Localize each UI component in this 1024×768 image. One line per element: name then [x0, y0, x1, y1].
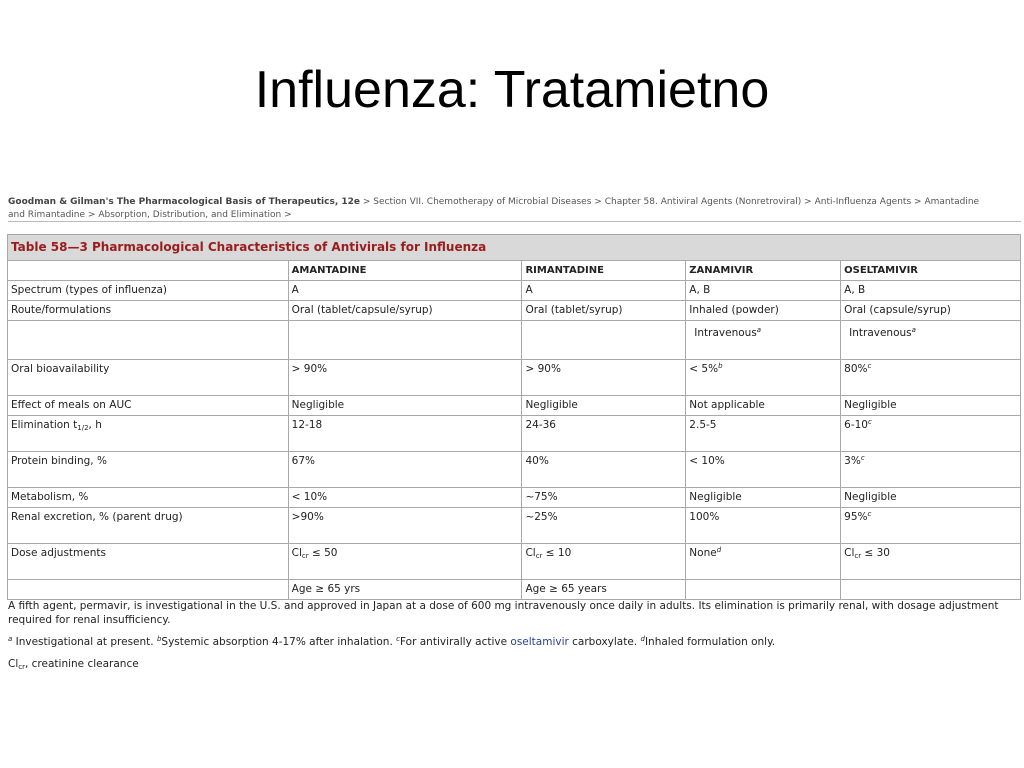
cell-empty	[8, 321, 289, 360]
breadcrumb-book-link[interactable]: Goodman & Gilman's The Pharmacological Basis of Therapeutics, 12e	[8, 197, 360, 207]
cell: < 10%	[686, 452, 841, 488]
cell: Intravenous$^a$	[841, 321, 1021, 360]
row-label-spectrum: Spectrum (types of influenza)	[8, 281, 289, 301]
table-row	[8, 508, 1021, 544]
cell: Intravenous$^a$	[686, 321, 841, 360]
breadcrumb-item-amantadine[interactable]: Amantadine and Rimantadine	[8, 197, 980, 220]
breadcrumb-divider	[8, 221, 1021, 222]
cell: A, B	[686, 281, 841, 301]
table-row	[8, 281, 1021, 301]
cell: A	[288, 281, 522, 301]
cell-empty	[841, 580, 1021, 600]
cell-empty	[522, 321, 686, 360]
breadcrumb-item-section[interactable]: Section VII. Chemotherapy of Microbial Diseases	[373, 197, 592, 207]
row-label-route: Route/formulations	[8, 301, 289, 321]
clcr-definition: $Cl_{cr}$, creatinine clearance	[8, 658, 139, 671]
header-oseltamivir: OSELTAMIVIR	[841, 261, 1021, 281]
cell: $Cl_{cr} \le 50$	[288, 544, 522, 580]
cell: Negligible	[841, 396, 1021, 416]
cell: Age ≥ 65 years	[522, 580, 686, 600]
cell: Negligible	[841, 488, 1021, 508]
breadcrumb-separator: >	[362, 197, 371, 207]
row-label-dose-adjustments: Dose adjustments	[8, 544, 289, 580]
cell: Negligible	[522, 396, 686, 416]
cell: 24-36	[522, 416, 686, 452]
pharmacology-table	[7, 234, 1021, 600]
breadcrumb-item-anti-influenza[interactable]: Anti-Influenza Agents	[814, 197, 912, 207]
cell: < 10%	[288, 488, 522, 508]
breadcrumb-item-chapter[interactable]: Chapter 58. Antiviral Agents (Nonretroviral)	[604, 197, 802, 207]
row-label-metabolism: Metabolism, %	[8, 488, 289, 508]
table-caption-row	[8, 235, 1021, 261]
cell: >90%	[288, 508, 522, 544]
cell: 12-18	[288, 416, 522, 452]
header-empty	[8, 261, 289, 281]
cell: A, B	[841, 281, 1021, 301]
cell: ~25%	[522, 508, 686, 544]
cell: $Cl_{cr} \le 30$	[841, 544, 1021, 580]
row-label-elimination: Elimination $t_{1/2}$, h	[8, 416, 289, 452]
oseltamivir-link[interactable]: oseltamivir	[510, 636, 569, 648]
footnotes: $^a$ Investigational at present. $^b$Systemic absorption 4-17% after inhalation. $^c$For antivirally active oseltamivir carboxylate. $^d$Inhaled formulation only.	[8, 635, 776, 648]
cell: < 5%$^b$	[686, 360, 841, 396]
breadcrumb-item-absorption[interactable]: Absorption, Distribution, and Elimination	[98, 210, 282, 220]
breadcrumb-separator: >	[914, 197, 922, 207]
cell: 80%$^c$	[841, 360, 1021, 396]
table-row	[8, 360, 1021, 396]
cell: 40%	[522, 452, 686, 488]
cell: 2.5-5	[686, 416, 841, 452]
slide-title: Influenza: Tratamietno	[254, 61, 770, 119]
cell: $Cl_{cr} \le 10$	[522, 544, 686, 580]
cell-empty	[8, 580, 289, 600]
table-caption: Table 58—3 Pharmacological Characteristics of Antivirals for Influenza	[8, 235, 1021, 261]
table-row	[8, 580, 1021, 600]
table-row	[8, 301, 1021, 321]
cell-empty	[686, 580, 841, 600]
table-row	[8, 452, 1021, 488]
cell: Oral (tablet/syrup)	[522, 301, 686, 321]
cell: 3%$^c$	[841, 452, 1021, 488]
header-amantadine: AMANTADINE	[288, 261, 522, 281]
row-label-bioavailability: Oral bioavailability	[8, 360, 289, 396]
breadcrumb-separator: >	[87, 210, 96, 220]
cell: 100%	[686, 508, 841, 544]
cell: 67%	[288, 452, 522, 488]
cell: ~75%	[522, 488, 686, 508]
table-header-row	[8, 261, 1021, 281]
cell: Inhaled (powder)	[686, 301, 841, 321]
cell: Oral (tablet/capsule/syrup)	[288, 301, 522, 321]
breadcrumb-separator: >	[284, 210, 292, 220]
cell: A	[522, 281, 686, 301]
table-row	[8, 321, 1021, 360]
breadcrumb-separator: >	[594, 197, 602, 207]
cell: Not applicable	[686, 396, 841, 416]
row-label-renal-excretion: Renal excretion, % (parent drug)	[8, 508, 289, 544]
note-permavir: A fifth agent, permavir, is investigational in the U.S. and approved in Japan at a dose of 600 mg intravenously once daily in adults. Its elimination is primarily renal, with dosage adjustment required for renal insufficiency.	[8, 600, 999, 626]
cell: > 90%	[522, 360, 686, 396]
breadcrumb-separator: >	[804, 197, 812, 207]
table-notes	[8, 599, 1018, 679]
cell: Oral (capsule/syrup)	[841, 301, 1021, 321]
cell: Age ≥ 65 yrs	[288, 580, 522, 600]
cell: 6-10$^c$	[841, 416, 1021, 452]
table-row	[8, 416, 1021, 452]
header-rimantadine: RIMANTADINE	[522, 261, 686, 281]
cell: > 90%	[288, 360, 522, 396]
table-row	[8, 488, 1021, 508]
cell: Negligible	[686, 488, 841, 508]
row-label-protein-binding: Protein binding, %	[8, 452, 289, 488]
table-row	[8, 544, 1021, 580]
cell: None$^d$	[686, 544, 841, 580]
cell: Negligible	[288, 396, 522, 416]
header-zanamivir: ZANAMIVIR	[686, 261, 841, 281]
row-label-meals: Effect of meals on AUC	[8, 396, 289, 416]
breadcrumb	[8, 196, 998, 222]
cell-empty	[288, 321, 522, 360]
cell: 95%$^c$	[841, 508, 1021, 544]
table-row	[8, 396, 1021, 416]
